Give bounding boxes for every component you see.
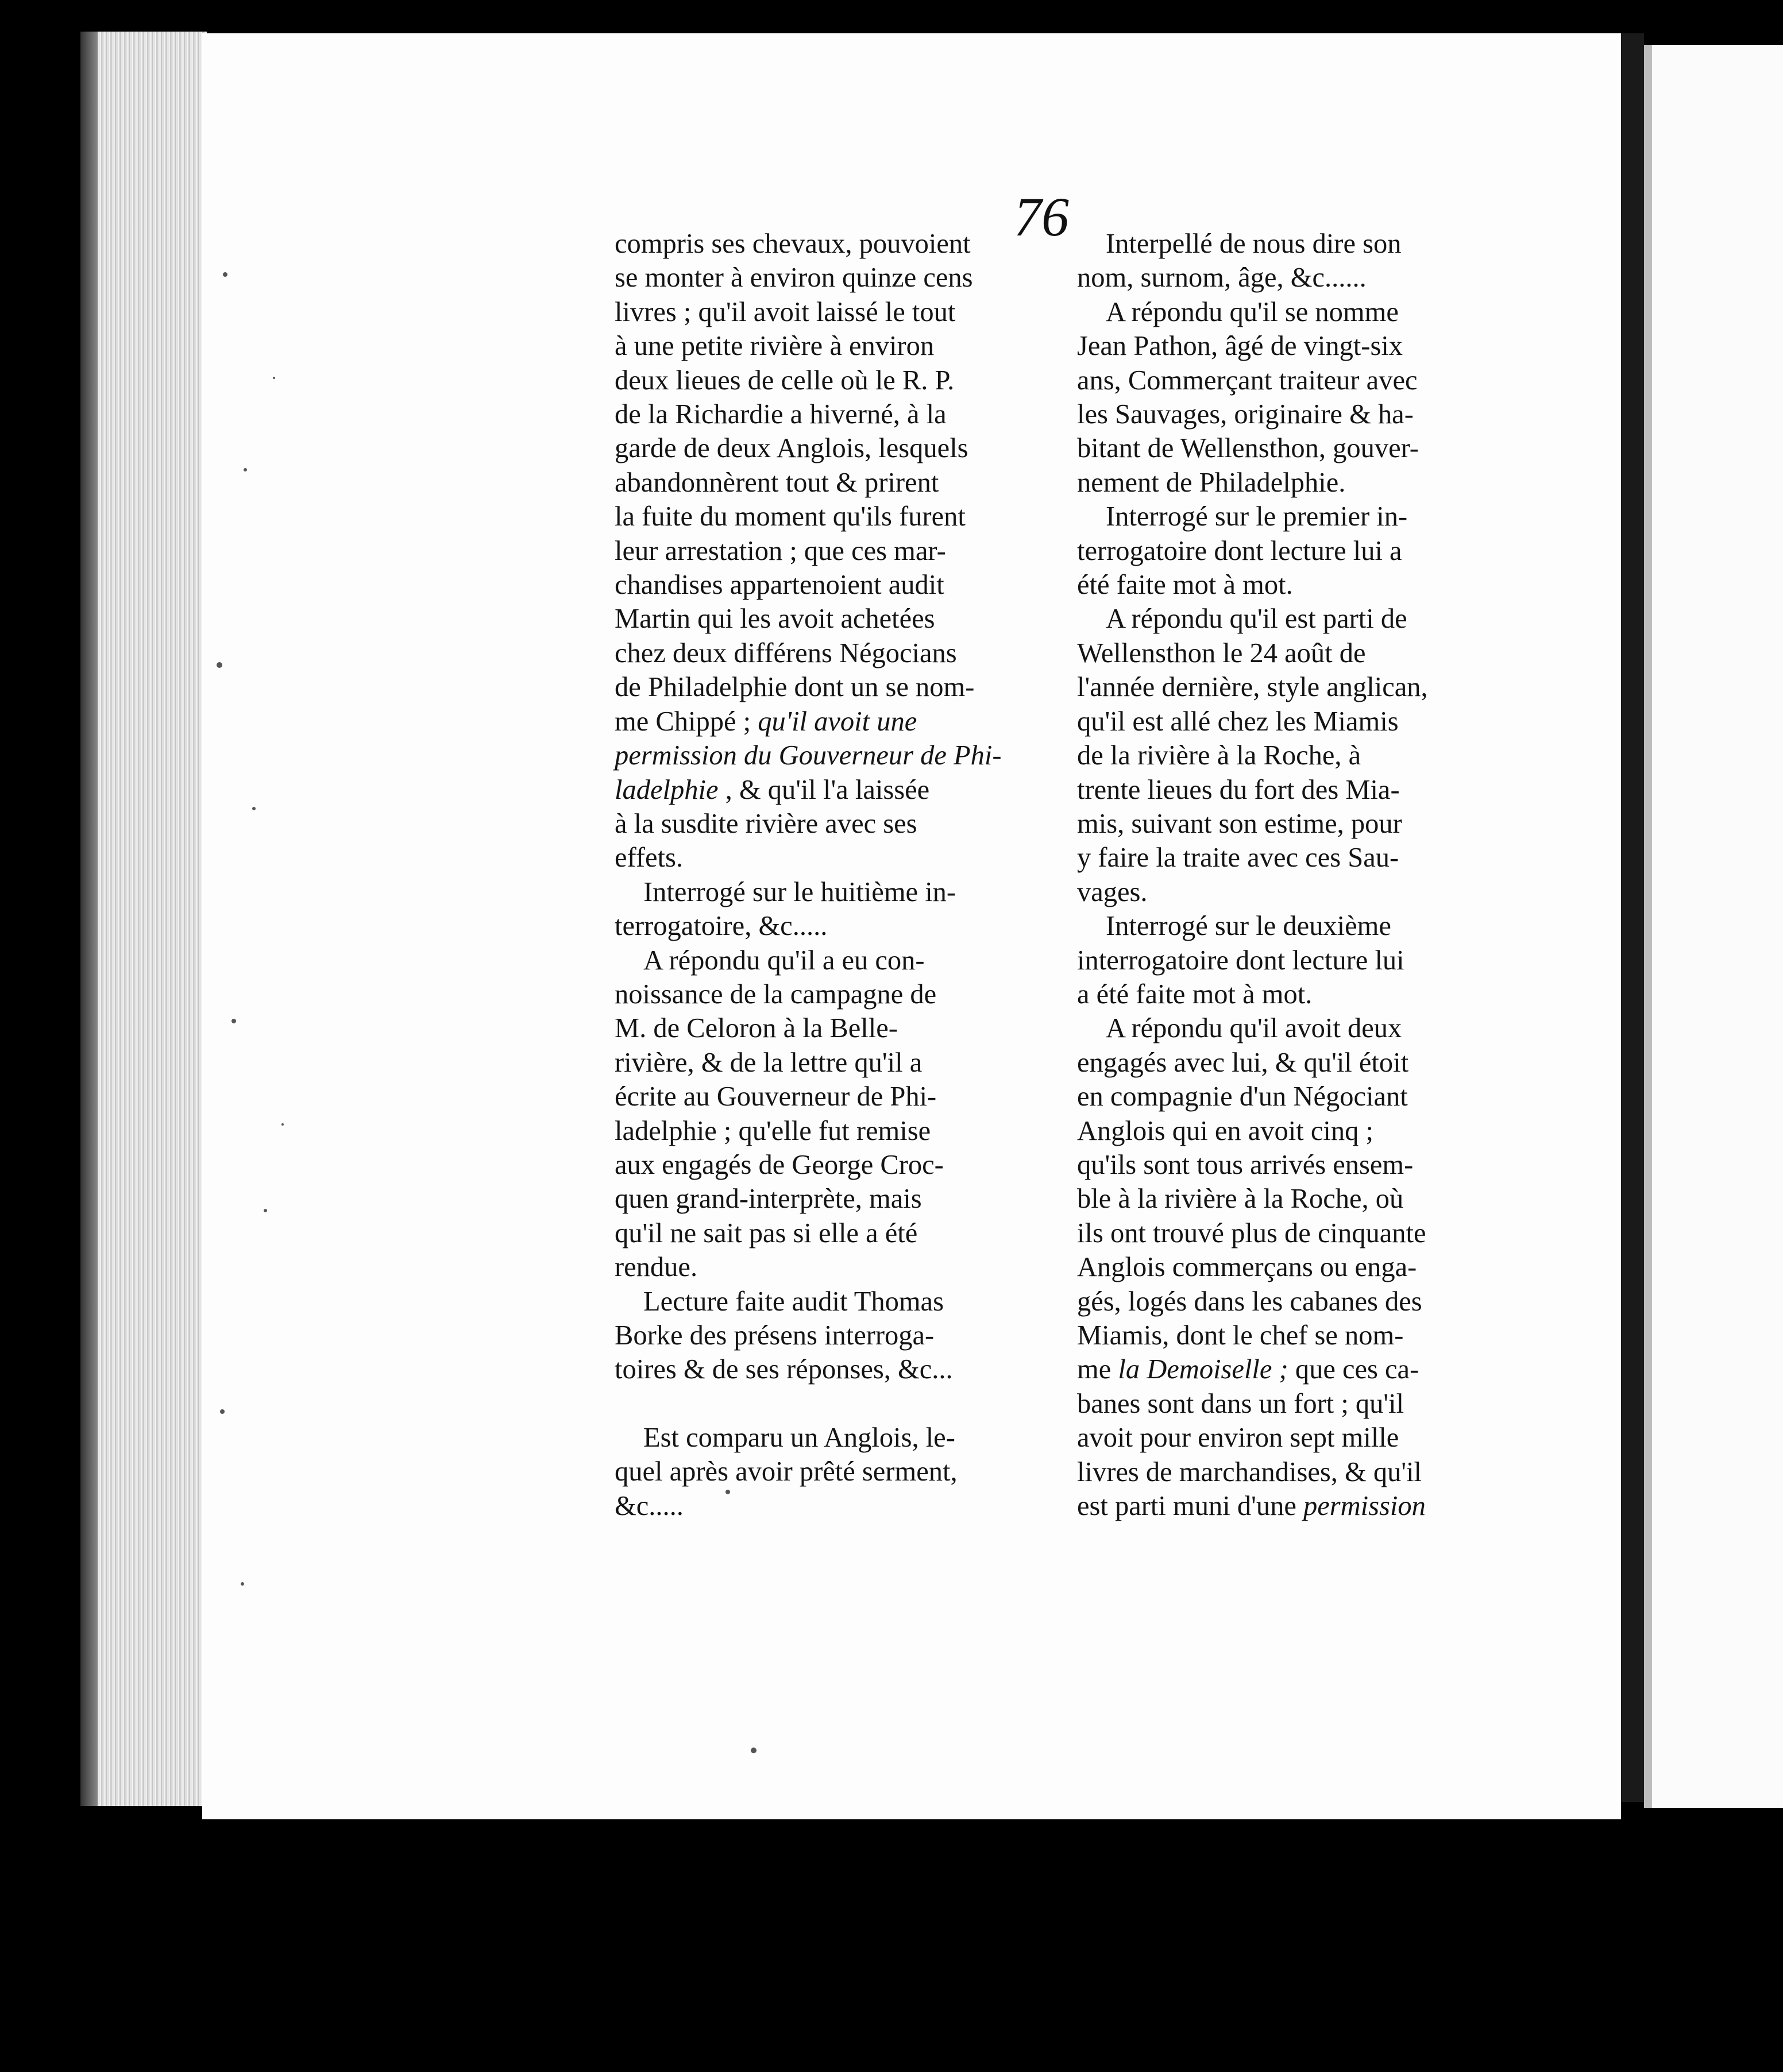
- left-column: [615, 227, 1057, 1523]
- right-paragraph-4: A répondu qu'il est parti de Wellensthon le 24 août de l'année dernière, style anglican, qu'il est allé chez les Miamis de la rivière à la Roche, à trente lieues du fort des Mia- mis, suivant son estime, pour y faire la traite avec ces Sau- vages.: [1077, 604, 1428, 907]
- right-paragraph-5: Interrogé sur le deuxième interrogatoire dont lecture lui a été faite mot à mot.: [1077, 911, 1404, 1010]
- left-p1-italic: qu'il avoit une permission du Gouverneur de Phi- ladelphie: [615, 706, 1002, 805]
- left-paragraph-4: Lecture faite audit Thomas Borke des présens interroga- toires & de ses réponses, &c...: [615, 1286, 953, 1385]
- right-paragraph-1: Interpellé de nous dire son nom, surnom, âge, &c......: [1077, 229, 1402, 293]
- left-paragraph-3: A répondu qu'il a eu con- noissance de la campagne de M. de Celoron à la Belle- rivière, & de la lettre qu'il a écrite au Gouverneur de Phi- ladelphie ; qu'elle fut remise aux engagés de George Croc- quen grand-interprète, mais qu'il ne sait pas si elle a été rendue.: [615, 945, 944, 1283]
- left-paragraph-5: Est comparu un Anglois, le- quel après avoir prêté serment, &c.....: [615, 1422, 958, 1521]
- left-p1-text: compris ses chevaux, pouvoient se monter à environ quinze cens livres ; qu'il avoit laissé le tout à une petite rivière à environ deux lieues de celle où le R. P. de la Richardie a hiverné, à la garde de deux Anglois, lesquels abandonnèrent tout & prirent la fuite du moment qu'ils furent leur arrestation ; que ces mar- chandises appartenoient audit Martin qui les avoit achetées chez deux différens Négocians de Philadelphie dont un se nom- me Chippé ;: [615, 229, 975, 737]
- right-p6-italic-2: permission: [1303, 1491, 1426, 1522]
- right-p6-italic: la Demoiselle ;: [1118, 1354, 1288, 1385]
- page-stack-shadow: [80, 32, 98, 1806]
- right-column: [1077, 227, 1479, 1523]
- facing-page: [1644, 45, 1783, 1808]
- facing-page-edge: [1644, 45, 1652, 1808]
- right-paragraph-3: Interrogé sur le premier in- terrogatoire dont lecture lui a été faite mot à mot.: [1077, 501, 1408, 601]
- right-paragraph-2: A répondu qu'il se nomme Jean Pathon, âgé de vingt-six ans, Commerçant traiteur avec les Sauvages, originaire & ha- bitant de Wellensthon, gouver- nement de Philadelphie.: [1077, 296, 1419, 498]
- page-gutter-shadow: [1621, 33, 1644, 1802]
- left-p1-end: , & qu'il l'a laissée à la susdite rivière avec ses effets.: [615, 774, 930, 873]
- page-stack-edges: [80, 32, 207, 1806]
- left-paragraph-2: Interrogé sur le huitième in- terrogatoire, &c.....: [615, 876, 956, 942]
- left-paragraph-1: [615, 227, 1057, 875]
- page-number: 76: [1014, 186, 1069, 248]
- right-p6-mid: que ces ca- banes sont dans un fort ; qu'il avoit pour environ sept mille livres de marchandises, & qu'il est parti muni d'une: [1077, 1354, 1422, 1522]
- right-p6-text: A répondu qu'il avoit deux engagés avec lui, & qu'il étoit en compagnie d'un Négociant Anglois qui en avoit cinq ; qu'ils sont tous arrivés ensem- ble à la rivière à la Roche, où ils ont trouvé plus de cinquante Anglois commerçans ou enga- gés, logés dans les cabanes des Miamis, dont le chef se nom- me: [1077, 1013, 1426, 1385]
- right-paragraph-6: [1077, 1011, 1479, 1523]
